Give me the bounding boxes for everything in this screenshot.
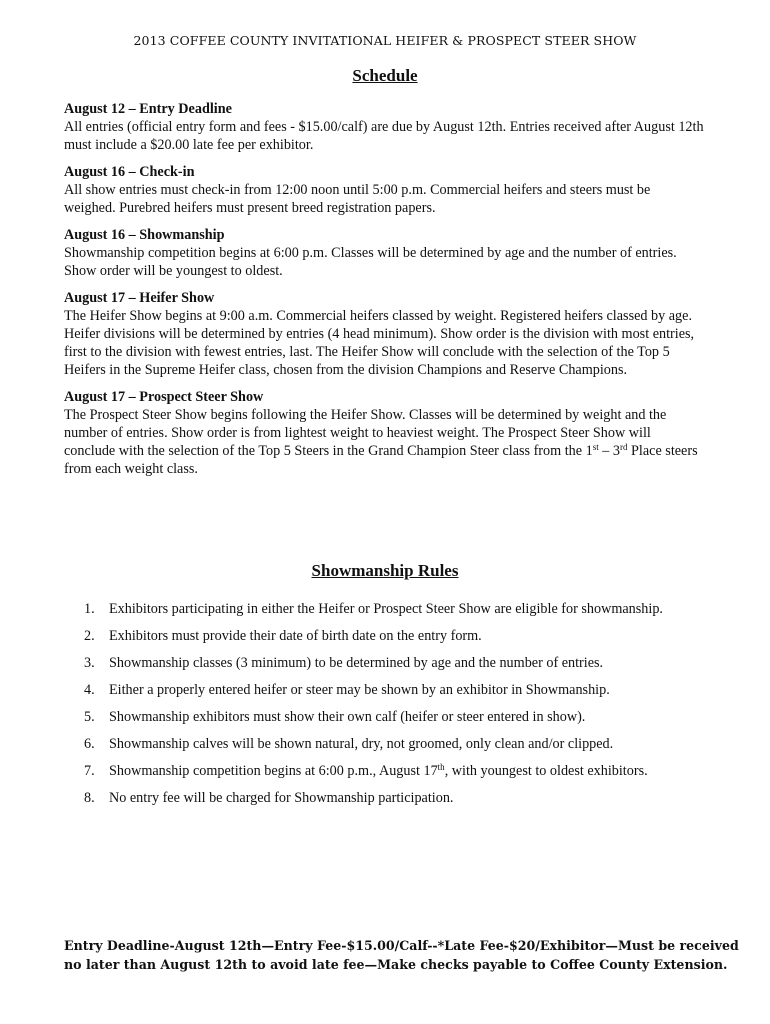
- rule-text: Exhibitors must provide their date of birth date on the entry form.: [109, 628, 482, 644]
- rule-text-part: , with youngest to oldest exhibitors.: [444, 763, 648, 779]
- event-text: Place steers from each weight class.: [64, 443, 698, 477]
- rule-number: 3.: [84, 655, 95, 671]
- event-heading: August 17 – Heifer Show: [64, 290, 215, 306]
- schedule-event-entry-deadline: [64, 100, 704, 154]
- rule-item: [84, 654, 724, 681]
- rule-text: Showmanship exhibitors must show their own calf (heifer or steer entered in show).: [109, 709, 586, 725]
- rule-number: 7.: [84, 763, 95, 779]
- schedule-title: Schedule: [352, 66, 418, 85]
- rule-text: No entry fee will be charged for Showmanship participation.: [109, 790, 454, 806]
- event-text: – 3: [598, 443, 620, 459]
- schedule-event-prospect-steer-show: [64, 388, 704, 478]
- schedule-event-heifer-show: [64, 289, 704, 379]
- footer-line: no later than August 12th to avoid late fee—Make checks payable to Coffee County Extension.: [64, 957, 728, 972]
- entry-fee-footer-note: [64, 936, 744, 974]
- event-description: Showmanship competition begins at 6:00 p.m. Classes will be determined by age and the number of entries. Show order will be youngest to oldest.: [64, 245, 677, 279]
- event-heading: August 16 – Check-in: [64, 164, 195, 180]
- rule-number: 1.: [84, 601, 95, 617]
- schedule-event-showmanship: [64, 226, 704, 280]
- rule-text: Either a properly entered heifer or steer may be shown by an exhibitor in Showmanship.: [109, 682, 610, 698]
- event-heading: August 17 – Prospect Steer Show: [64, 389, 264, 405]
- rule-text: Showmanship calves will be shown natural, dry, not groomed, only clean and/or clipped.: [109, 736, 614, 752]
- event-description: [64, 406, 704, 478]
- event-description: All show entries must check-in from 12:00 noon until 5:00 p.m. Commercial heifers and steers must be weighed. Purebred heifers must present breed registration papers.: [64, 182, 651, 216]
- rule-item: [84, 735, 724, 762]
- rule-item: [84, 627, 724, 654]
- schedule-section: [64, 100, 704, 487]
- rule-number: 4.: [84, 682, 95, 698]
- event-text: The Prospect Steer Show begins following the Heifer Show. Classes will be determined by weight and the number of entries. Show order is from lightest weight to heaviest weight. The Prospect Steer Show will conclude with the selection of the Top 5 Steers in the Grand Champion Steer class from the 1: [64, 407, 667, 459]
- rule-item: [84, 600, 724, 627]
- rule-number: 5.: [84, 709, 95, 725]
- rule-number: 6.: [84, 736, 95, 752]
- rule-text: Showmanship classes (3 minimum) to be determined by age and the number of entries.: [109, 655, 604, 671]
- ordinal-suffix: rd: [619, 442, 628, 452]
- rule-number: 8.: [84, 790, 95, 806]
- rule-item: [84, 708, 724, 735]
- rule-item: [84, 681, 724, 708]
- schedule-event-check-in: [64, 163, 704, 217]
- rule-item: [84, 762, 724, 789]
- ordinal-suffix: th: [437, 762, 445, 772]
- rule-number: 2.: [84, 628, 95, 644]
- event-description: The Heifer Show begins at 9:00 a.m. Commercial heifers classed by weight. Registered heifers classed by age. Heifer divisions will be determined by entries (4 head minimum). Show order is the division with most entries, first to the division with fewest entries, last. The Heifer Show will conclude with the selection of the Top 5 Heifers in the Supreme Heifer class, chosen from the division Champions and Reserve Champions.: [64, 308, 695, 378]
- event-description: All entries (official entry form and fees - $15.00/calf) are due by August 12th. Entries received after August 12th must include a $20.00 late fee per exhibitor.: [64, 119, 704, 153]
- rule-text: Exhibitors participating in either the Heifer or Prospect Steer Show are eligible for showmanship.: [109, 601, 663, 617]
- rule-item: [84, 789, 724, 816]
- event-heading: August 12 – Entry Deadline: [64, 101, 232, 117]
- footer-line: Entry Deadline-August 12th—Entry Fee-$15.00/Calf--*Late Fee-$20/Exhibitor—Must be received: [64, 938, 739, 953]
- rule-text-part: Showmanship competition begins at 6:00 p.m., August 17: [109, 763, 438, 779]
- ordinal-suffix: st: [592, 442, 599, 452]
- showmanship-rules-title: Showmanship Rules: [311, 561, 459, 580]
- rule-text: [109, 762, 648, 789]
- document-header: 2013 COFFEE COUNTY INVITATIONAL HEIFER & PROSPECT STEER SHOW: [133, 33, 637, 48]
- showmanship-rules-list: [84, 600, 724, 816]
- event-heading: August 16 – Showmanship: [64, 227, 225, 243]
